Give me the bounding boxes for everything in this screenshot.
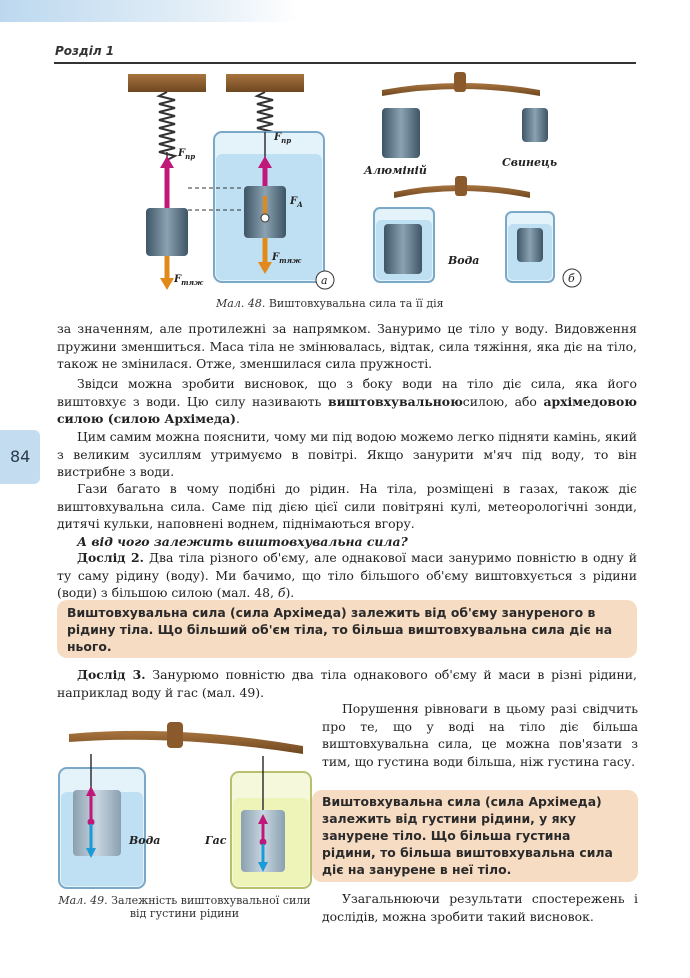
figure-49 — [55, 712, 313, 892]
label-water: Вода — [448, 254, 480, 267]
paragraph-1: за значенням, але протилежні за напрямком. Зануримо це тіло у воду. Видовження пружини зменшиться. Маса тіла не змінювалась, відтак, сила тяжіння, яка діє на тіло, також не змінилася. Отже, зменшилася сила пружності. — [57, 321, 637, 372]
paragraph-2: Звідси можна зробити висновок, що з боку води на тіло діє сила, яка його виштовхує з води. Цю силу називають виштовхувальноюсилою, або архімедовою силою (силою Архімеда). — [57, 376, 637, 427]
svg-text:Fтяж: $F_{тяж}$ — [272, 252, 302, 265]
section-label: Розділ 1 — [55, 44, 115, 58]
aluminium-body — [382, 108, 420, 158]
paragraph-4: Гази багато в чому подібні до рідин. На тіла, розміщені в газах, також діє виштовхувальна сила. Саме під дією цієї сили повітряні кулі, метеорологічні зонди, дитячі кульки, наповнені воднем, піднімаються вгору. — [57, 481, 637, 532]
figure-49-caption: Мал. 49. Залежність виштовхувальної сили від густини рідини — [58, 894, 311, 920]
rule-box-volume: Виштовхувальна сила (сила Архімеда) залежить від об'єму зануреного в рідину тіла. Що більший об'єм тіла, то більша виштовхувальна сила діє на нього. — [57, 600, 637, 658]
rule-box-density: Виштовхувальна сила (сила Архімеда) залежить від густини рідини, у яку занурене тіло. Що більша густина рідини, то більша виштовхувальна сила діє на занурене в неї тіло. — [312, 790, 638, 882]
svg-text:Fпр: $F_{пр}$ — [274, 132, 292, 145]
label-lead: Свинець — [502, 156, 558, 169]
paragraph-3: Цим самим можна пояснити, чому ми під водою можемо легко підняти камінь, який з великим зусиллям утримуємо в повітрі. Якщо занурити м'яч під воду, то він вистрибне з води. — [57, 429, 637, 480]
label-a: а — [321, 274, 328, 287]
question: А від чого залежить виштовхувальна сила? — [77, 534, 408, 549]
paragraph-6: Дослід 3. Занурюмо повністю два тіла однакового об'єму й маси в різні рідини, наприклад воду й гас (мал. 49). — [57, 667, 637, 700]
label-kerosene: Гас — [205, 834, 227, 847]
balance-beam-3 — [69, 731, 303, 754]
ceiling-block-2 — [226, 74, 304, 92]
svg-text:Fтяж: $F_{тяж}$ — [174, 274, 204, 287]
label-water-49: Вода — [129, 834, 161, 847]
label-aluminium: Алюміній — [364, 164, 427, 177]
spring-1 — [159, 92, 175, 160]
svg-text:FА: $F_А$ — [290, 196, 303, 209]
paragraph-7: Порушення рівноваги в цьому разі свідчить про те, що у воді на тіло діє більша виштовхувальна сила, це можна пов'язати з тим, що густина води більша, ніж густина гасу. — [322, 701, 638, 769]
header-rule — [54, 62, 636, 64]
spring-2 — [257, 92, 273, 136]
lead-body — [522, 108, 548, 142]
figure-48 — [110, 68, 600, 296]
corner-decoration — [0, 0, 300, 22]
ceiling-block-1 — [128, 74, 206, 92]
svg-text:Fпр: $F_{пр}$ — [178, 148, 196, 161]
paragraph-8: Узагальнюючи результати спостережень і дослідів, можна зробити такий висновок. — [322, 891, 638, 924]
page-number: 84 — [10, 447, 31, 466]
paragraph-5: Дослід 2. Два тіла різного об'єму, але однакової маси зануримо повністю в одну й ту саму рідину (воду). Ми бачимо, що тіло більшого об'єму виштовхується з рідини (води) з більшою силою (мал. 48, б). — [57, 550, 638, 601]
label-b: б — [568, 272, 575, 285]
body-water — [73, 790, 121, 856]
body-1 — [146, 208, 188, 256]
figure-48-caption: Мал. 48. Виштовхувальна сила та її дія — [216, 297, 444, 310]
